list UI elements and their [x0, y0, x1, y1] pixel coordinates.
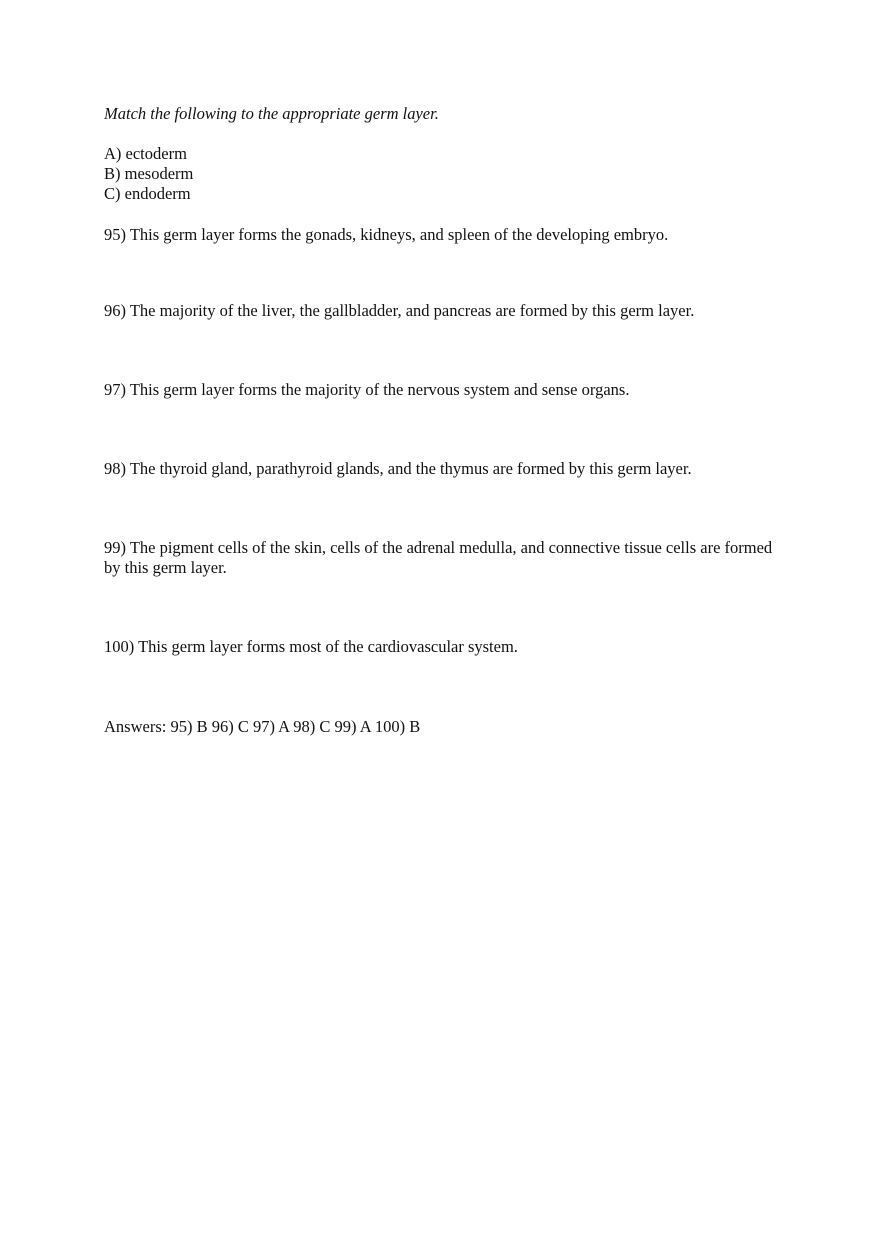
germ-layer-options: [104, 144, 193, 204]
instruction-text: Match the following to the appropriate germ layer.: [104, 104, 439, 123]
option-endoderm: C) endoderm: [104, 184, 191, 203]
question-98: 98) The thyroid gland, parathyroid glands, and the thymus are formed by this germ layer.: [104, 459, 692, 478]
question-96: 96) The majority of the liver, the gallbladder, and pancreas are formed by this germ layer.: [104, 301, 695, 320]
question-97: 97) This germ layer forms the majority of the nervous system and sense organs.: [104, 380, 630, 399]
option-ectoderm: A) ectoderm: [104, 144, 187, 163]
question-100: 100) This germ layer forms most of the cardiovascular system.: [104, 637, 518, 656]
option-mesoderm: B) mesoderm: [104, 164, 194, 183]
question-95: 95) This germ layer forms the gonads, kidneys, and spleen of the developing embryo.: [104, 225, 669, 244]
question-99: 99) The pigment cells of the skin, cells of the adrenal medulla, and connective tissue cells are formed by this germ layer.: [104, 538, 773, 577]
answer-key: Answers: 95) B 96) C 97) A 98) C 99) A 100) B: [104, 717, 421, 736]
